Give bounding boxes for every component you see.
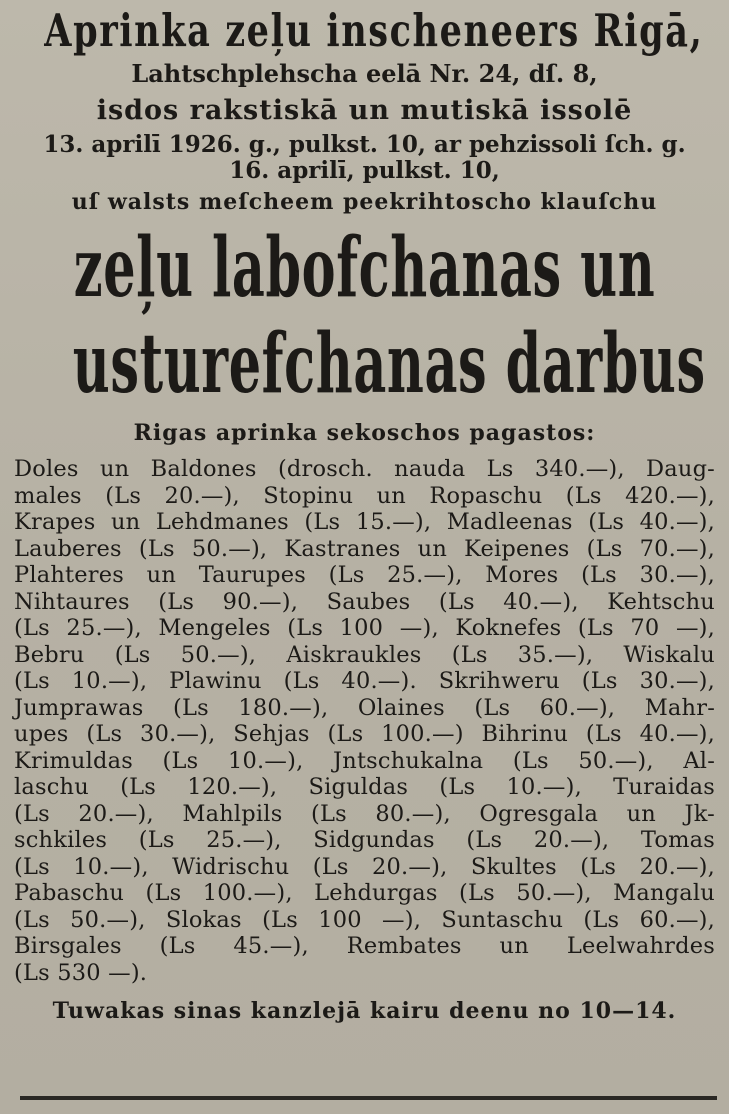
parishes-heading: Rigas aprinka sekoschos pagastos:	[133, 420, 596, 446]
headline-line-2: usturefchanas darbus	[72, 316, 706, 412]
parish-list-line: Jumprawas (Ls 180.—), Olaines (Ls 60.—), Mahr-	[14, 694, 715, 721]
parish-list-line: males (Ls 20.—), Stopinu un Ropaschu (Ls 420.—),	[14, 482, 715, 509]
parish-list-line: (Ls 530 —).	[14, 959, 148, 986]
parish-list-line: schkiles (Ls 25.—), Sidgundas (Ls 20.—), Tomas	[14, 827, 715, 853]
parish-list-line: Birsgales (Ls 45.—), Rembates un Leelwahrdes	[14, 933, 715, 959]
parish-list-line: Krimuldas (Ls 10.—), Jntschukalna (Ls 50.—), Al-	[14, 747, 715, 774]
notice-announcement: isdos rakstiskā un mutiskā issolē	[96, 95, 633, 126]
parish-list-line: Nihtaures (Ls 90.—), Saubes (Ls 40.—), Kehtschu	[14, 588, 715, 615]
notice-footer: Tuwakas sinas kanzlejā kairu deenu no 10—14.	[52, 998, 677, 1024]
auction-date-line-2: 16. aprilī, pulkst. 10,	[229, 157, 500, 184]
notice-address: Lahtschplehscha eelā Nr. 24, dſ. 8,	[131, 59, 598, 88]
parish-list-line: upes (Ls 30.—), Sehjas (Ls 100.—) Bihrinu (Ls 40.—),	[14, 721, 715, 747]
notice-lead: uſ walsts meſcheem peekrihtoscho klauſchu	[71, 189, 658, 215]
parish-list-line: Plahteres un Taurupes (Ls 25.—), Mores (Ls 30.—),	[14, 562, 715, 588]
parish-list-line: (Ls 20.—), Mahlpils (Ls 80.—), Ogresgala un Jk-	[14, 800, 715, 827]
parish-list-line: (Ls 50.—), Slokas (Ls 100 —), Suntaschu (Ls 60.—),	[14, 906, 715, 933]
parish-list-line: (Ls 10.—), Widrischu (Ls 20.—), Skultes (Ls 20.—),	[14, 853, 715, 880]
bottom-rule	[20, 1096, 717, 1100]
parish-list-line: (Ls 10.—), Plawinu (Ls 40.—). Skrihweru (Ls 30.—),	[14, 668, 715, 694]
parish-list	[14, 456, 715, 986]
parish-list-line: (Ls 25.—), Mengeles (Ls 100 —), Koknefes (Ls 70 —),	[14, 615, 715, 641]
parish-list-line: Doles un Baldones (drosch. nauda Ls 340.—), Daug-	[14, 456, 715, 482]
auction-date-line-1: 13. aprilī 1926. g., pulkst. 10, ar pehzissoli ſch. g.	[43, 131, 686, 158]
parish-list-line: Bebru (Ls 50.—), Aiskraukles (Ls 35.—), Wiskalu	[14, 641, 715, 668]
parish-list-line: Lauberes (Ls 50.—), Kastranes un Keipenes (Ls 70.—),	[14, 535, 715, 562]
notice-title: Aprinka zeļu inscheneers Rigā,	[44, 4, 704, 57]
parish-list-line: laschu (Ls 120.—), Siguldas (Ls 10.—), Turaidas	[14, 774, 715, 800]
parish-list-line: Krapes un Lehdmanes (Ls 15.—), Madleenas (Ls 40.—),	[14, 509, 715, 535]
headline-line-1: zeļu labofchanas un	[73, 220, 656, 316]
parish-list-line: Pabaschu (Ls 100.—), Lehdurgas (Ls 50.—), Mangalu	[14, 880, 715, 906]
